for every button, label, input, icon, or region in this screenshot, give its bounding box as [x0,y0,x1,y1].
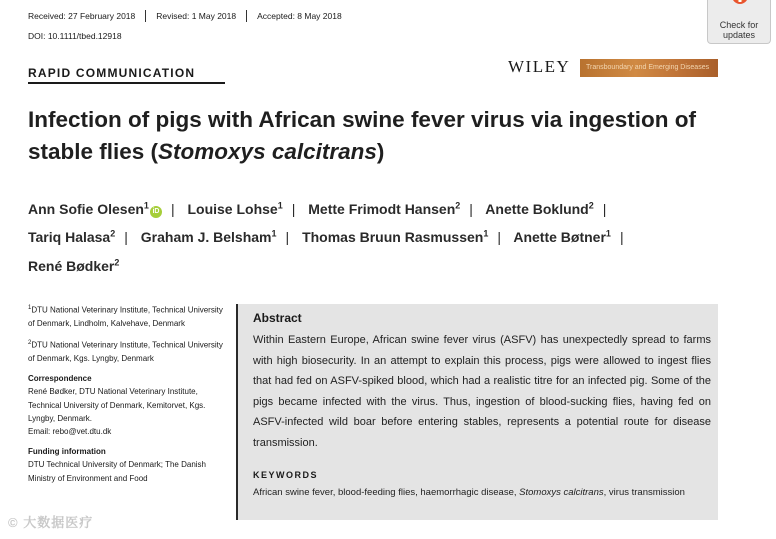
publisher-logo[interactable]: WILEY [508,57,571,76]
author-1[interactable]: Ann Sofie Olesen$^1$iD [28,201,162,217]
author-separator: | [619,229,624,246]
affiliation-1: $^1$DTU National Veterinary Institute, Technical University of Denmark, Lindholm, Kalvehave, Denmark [28,305,223,328]
funding [28,445,224,485]
journal-banner[interactable]: Transboundary and Emerging Diseases [580,59,718,77]
author-separator: | [285,229,290,246]
author-list [28,193,728,279]
author-8[interactable]: Anette Bøtner$^1$ [513,228,611,246]
correspondence-email[interactable]: Email: rebo@vet.dtu.dk [28,426,112,436]
keywords-heading: KEYWORDS [253,470,319,480]
article-info-column [28,302,224,492]
funding-heading: Funding information [28,447,106,457]
crossmark-icon [730,0,750,12]
author-9[interactable]: René Bødker$^2$ [28,257,120,274]
affiliation-2: $^2$DTU National Veterinary Institute, Technical University of Denmark, Kgs. Lyngby, Denmark [28,340,223,363]
author-separator: | [170,200,175,217]
accepted-date: Accepted: 8 May 2018 [257,11,342,21]
keywords-text: African swine fever, blood-feeding flies, haemorrhagic disease, Stomoxys calcitrans, virus transmission [253,487,685,498]
publication-dates [28,10,352,22]
revised-date: Revised: 1 May 2018 [146,10,247,22]
check-for-updates-badge[interactable] [707,0,771,44]
abstract-text: Within Eastern Europe, African swine fever virus (ASFV) has unexpectedly spread to farms with high biosecurity. In an attempt to explain this process, pigs were allowed to ingest flies that had fed on ASFV-spiked blood, which had a realistic titre for an infected pig. Some of the pigs became infected with the virus. Thus, ingestion of blood-sucking flies, having fed on ASFV-infected wild boar before entering stables, represents a potential route for disease transmission. [253,334,711,449]
author-7[interactable]: Thomas Bruun Rasmussen$^1$ [302,228,489,246]
correspondence-text: René Bødker, DTU National Veterinary Institute, Technical University of Denmark, Kemitorvet, Kgs. Lyngby, Denmark. [28,387,206,423]
article-type-label: RAPID COMMUNICATION [28,66,196,80]
author-separator: | [497,229,501,246]
abstract-box [236,304,718,520]
species-name: Stomoxys calcitrans [158,139,377,164]
section-rule [28,82,225,84]
author-separator: | [602,200,607,217]
orcid-icon[interactable]: iD [150,206,162,218]
author-5[interactable]: Tariq Halasa$^2$ [28,228,116,246]
abstract-heading: Abstract [253,311,302,325]
watermark: © 大数据医疗 [8,515,94,530]
author-3[interactable]: Mette Frimodt Hansen$^2$ [308,200,461,217]
author-separator: | [124,229,128,246]
check-for-updates-label: Check for updates [719,20,759,40]
funding-text: DTU Technical University of Denmark; The Danish Ministry of Environment and Food [28,460,206,483]
author-separator: | [291,200,296,217]
author-4[interactable]: Anette Boklund$^2$ [485,200,594,217]
article-title: Infection of pigs with African swine fever virus via ingestion of stable flies (Stomoxys calcitrans) [28,107,697,164]
received-date: Received: 27 February 2018 [28,10,146,22]
author-2[interactable]: Louise Lohse$^1$ [187,200,283,217]
correspondence [28,372,224,438]
correspondence-heading: Correspondence [28,374,92,384]
author-6[interactable]: Graham J. Belsham$^1$ [140,228,277,246]
author-separator: | [469,200,473,217]
doi[interactable]: DOI: 10.1111/tbed.12918 [28,31,122,41]
